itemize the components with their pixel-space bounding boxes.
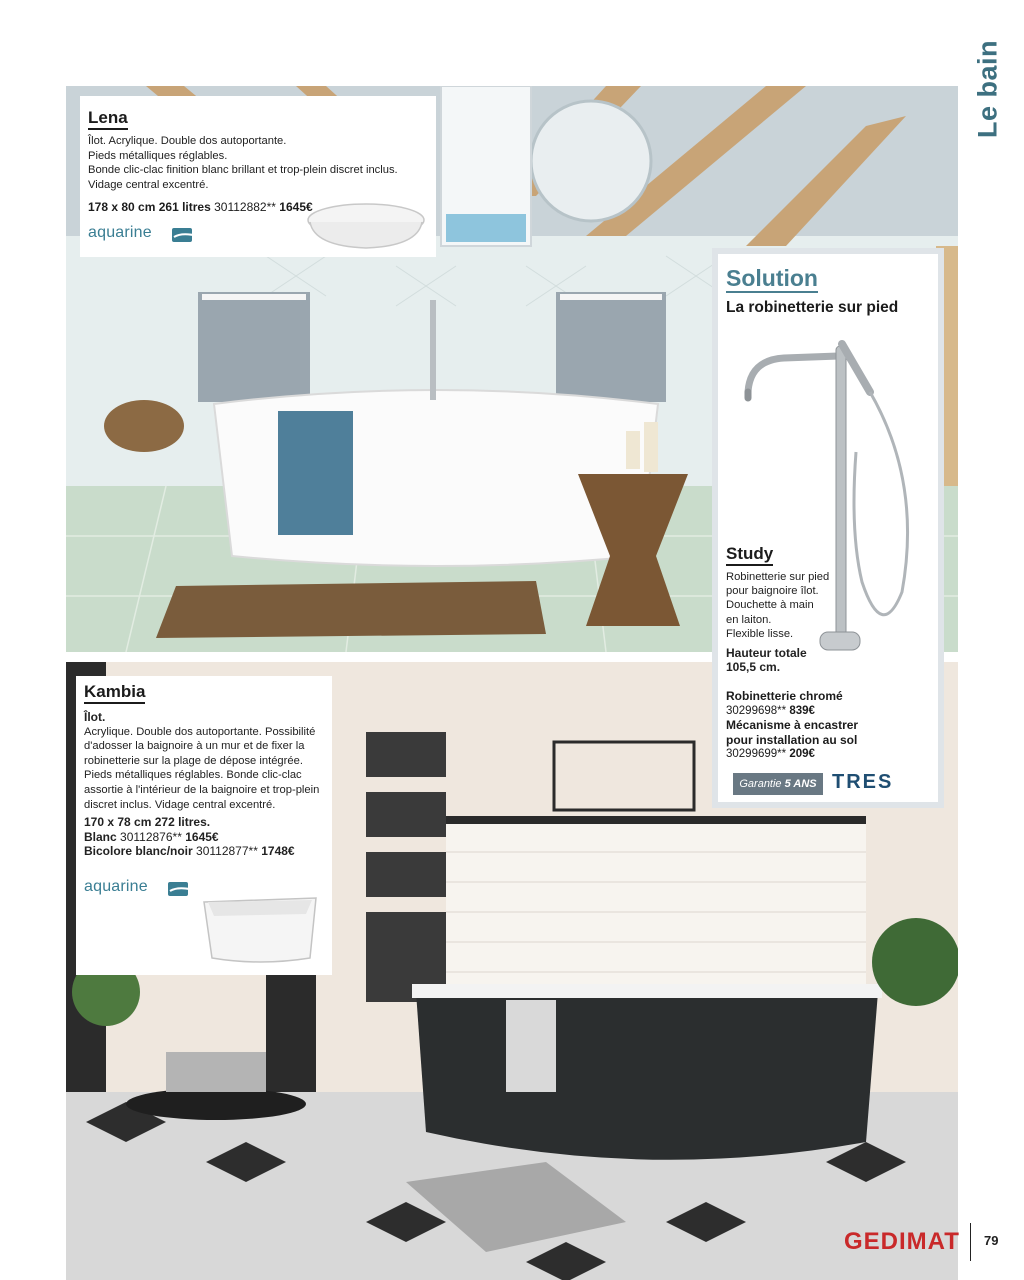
description-line: Îlot. Acrylique. Double dos autoportante.: [88, 135, 287, 147]
brand-aquarine: aquarine: [88, 224, 152, 241]
description-line: Vidage central excentré.: [88, 178, 209, 191]
section-title: Le bain: [972, 39, 1003, 139]
guarantee-badge: Garantie 5 ANS: [733, 773, 823, 795]
study-prices: Robinetterie chromé 30299698** 839€ Mécanisme à encastrer pour installation au sol 30299699** 209€: [726, 689, 859, 760]
aquarine-logo-icon: [168, 880, 194, 898]
description-line: discret inclus. Vidage central excentré.: [84, 798, 276, 811]
page-number: 79: [984, 1233, 999, 1248]
product-card-lena: [80, 96, 436, 257]
product-title: Kambia: [84, 682, 145, 704]
aquarine-logo-icon: [172, 226, 198, 244]
description-line: robinetterie sur la plage de dépose intégrée.: [84, 754, 303, 767]
description-line: d'adosser la baignoire à un mur et de fixer la: [84, 740, 305, 753]
description-line: Pieds métalliques réglables.: [88, 149, 228, 162]
bathtub-thumbnail: [304, 196, 428, 252]
product-title-study: Study: [726, 544, 773, 566]
solution-subtitle: La robinetterie sur pied: [726, 299, 899, 316]
description-line: Pieds métalliques réglables. Bonde clic-clac: [84, 769, 302, 782]
description-line: Îlot.: [84, 710, 106, 724]
study-description: Robinetterie sur pied pour baignoire îlot. Douchette à main en laiton. Flexible lisse. Hauteur totale 105,5 cm.: [726, 571, 830, 675]
dimensions: 170 x 78 cm 272 litres.: [84, 815, 211, 830]
product-card-kambia: [76, 676, 332, 975]
price-line: Bicolore blanc/noir 30112877** 1748€: [84, 844, 295, 859]
solution-panel: [712, 248, 944, 808]
bathtub-thumbnail: [198, 888, 322, 968]
price-line: 178 x 80 cm 261 litres 30112882** 1645€: [88, 200, 313, 214]
description-line: assortie à l'intérieur de la baignoire et trop-plein: [84, 783, 320, 796]
description-line: Acrylique. Double dos autoportante. Possibilité: [84, 725, 316, 738]
description-line: Bonde clic-clac finition blanc brillant et trop-plein discret inclus.: [88, 164, 398, 177]
price-line: Blanc 30112876** 1645€: [84, 829, 219, 844]
product-title: Lena: [88, 108, 128, 130]
footer-divider: [970, 1223, 971, 1261]
gedimat-logo: GEDIMAT: [844, 1228, 960, 1255]
brand-aquarine: aquarine: [84, 878, 148, 895]
solution-title: Solution: [726, 265, 818, 291]
brand-tres: TRES: [832, 771, 894, 793]
